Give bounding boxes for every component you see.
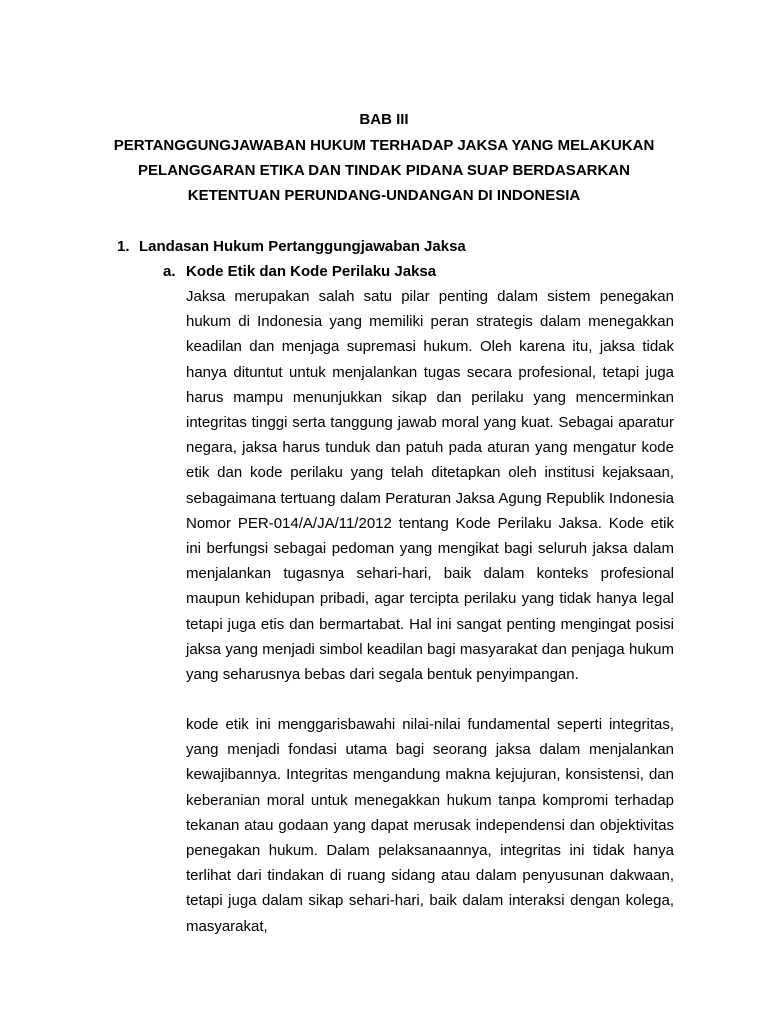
body-paragraph: Jaksa merupakan salah satu pilar penting dalam sistem penegakan hukum di Indonesia yang memiliki peran strategis dalam menegakkan keadilan dan menjaga supremasi hukum. Oleh karena itu, jaksa tidak hanya dituntut untuk menjalankan tugas secara profesional, tetapi juga harus mampu menunjukkan sikap dan perilaku yang mencerminkan integritas tinggi serta tanggung jawab moral yang kuat. Sebagai aparatur negara, jaksa harus tunduk dan patuh pada aturan yang mengatur kode etik dan kode perilaku yang telah ditetapkan oleh institusi kejaksaan, sebagaimana tertuang dalam Peraturan Jaksa Agung Republik Indonesia Nomor PER-014/A/JA/11/2012 tentang Kode Perilaku Jaksa. Kode etik ini berfungsi sebagai pedoman yang mengikat bagi seluruh jaksa dalam menjalankan tugasnya sehari-hari, baik dalam konteks profesional maupun kehidupan pribadi, agar tercipta perilaku yang tidak hanya legal tetapi juga etis dan bermartabat. Hal ini sangat penting mengingat posisi jaksa yang menjadi simbol keadilan bagi masyarakat dan penjaga hukum yang seharusnya bebas dari segala bentuk penyimpangan. xyxy=(186,288,674,684)
section-heading xyxy=(117,234,466,259)
chapter-title-line: PELANGGARAN ETIKA DAN TINDAK PIDANA SUAP BERDASARKAN xyxy=(138,162,630,179)
subsection-letter: a. xyxy=(163,263,176,280)
body-paragraph: kode etik ini menggarisbawahi nilai-nilai fundamental seperti integritas, yang menjadi fondasi utama bagi seorang jaksa dalam menjalankan kewajibannya. Integritas mengandung makna kejujuran, konsistensi, dan keberanian moral untuk menegakkan hukum tanpa kompromi terhadap tekanan atau godaan yang dapat merusak independensi dan objektivitas penegakan hukum. Dalam pelaksanaannya, integritas ini tidak hanya terlihat dari tindakan di ruang sidang atau dalam penyusunan dakwaan, tetapi juga dalam sikap sehari-hari, baik dalam interaksi dengan kolega, masyarakat, xyxy=(186,716,674,935)
section-number: 1. xyxy=(117,238,130,255)
subsection-heading xyxy=(163,259,436,284)
section-title: Landasan Hukum Pertanggungjawaban Jaksa xyxy=(139,238,466,255)
chapter-title xyxy=(0,133,768,208)
chapter-title-line: KETENTUAN PERUNDANG-UNDANGAN DI INDONESIA xyxy=(187,187,581,204)
subsection-title: Kode Etik dan Kode Perilaku Jaksa xyxy=(186,263,437,280)
chapter-label: BAB III xyxy=(359,111,409,128)
chapter-title-line: PERTANGGUNGJAWABAN HUKUM TERHADAP JAKSA YANG MELAKUKAN xyxy=(113,137,655,154)
